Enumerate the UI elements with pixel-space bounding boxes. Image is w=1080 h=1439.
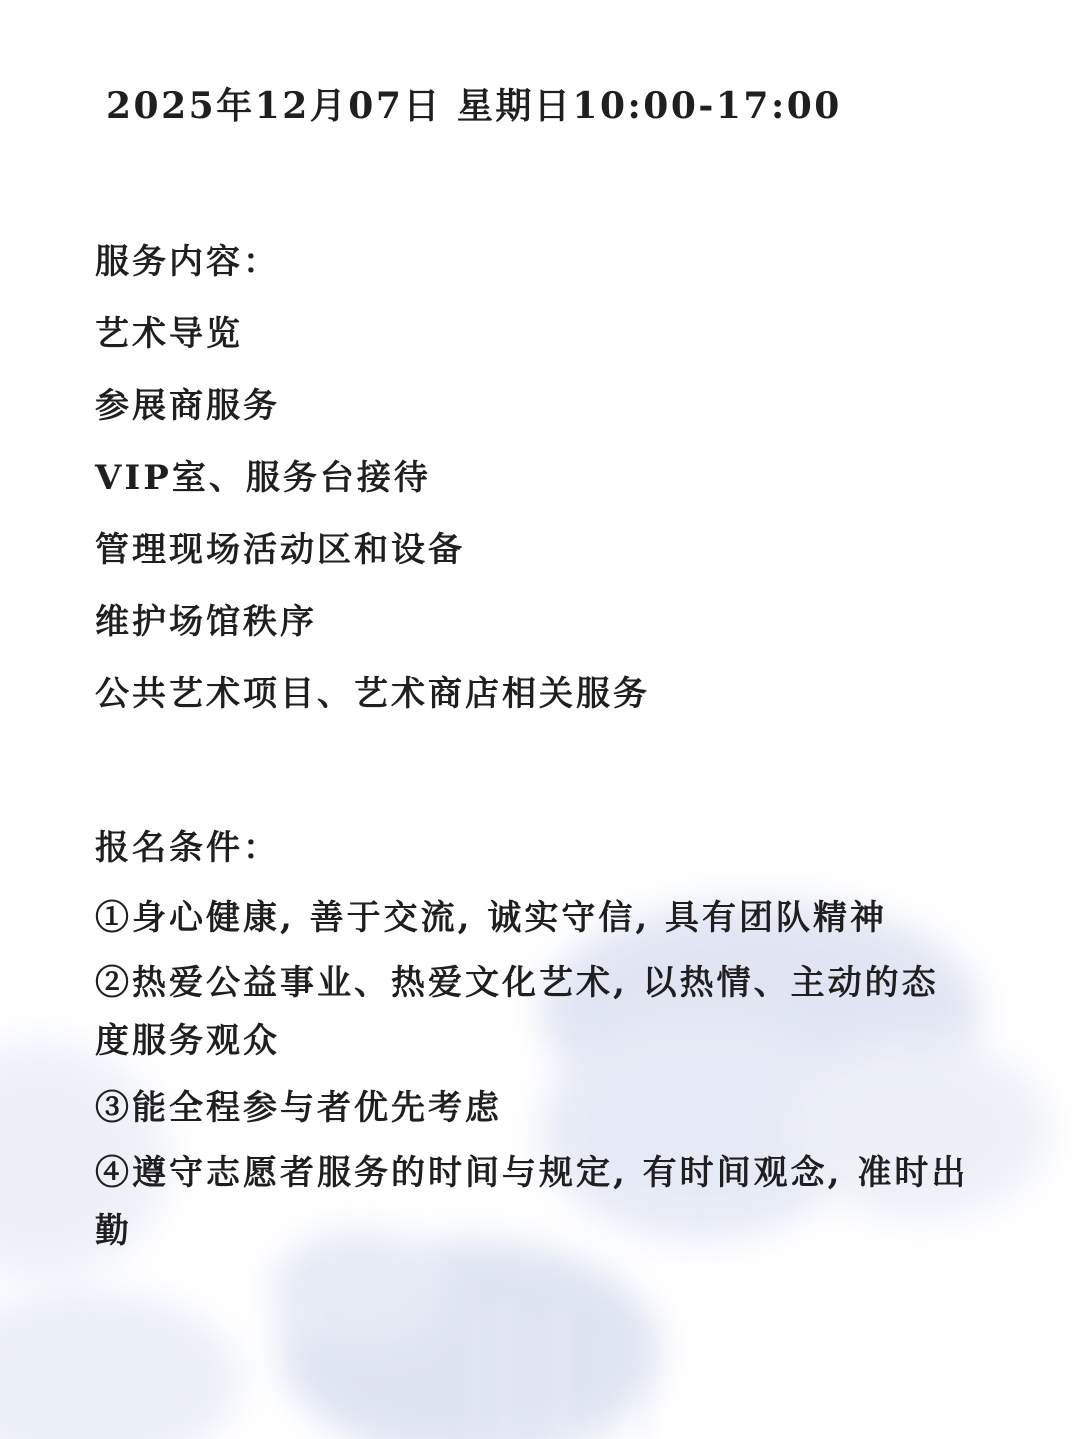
requirements-title: 报名条件： xyxy=(95,828,280,868)
requirement-item-1: ①身心健康, 善于交流, 诚实守信, 具有团队精神 xyxy=(95,898,888,938)
requirement-item-3: ③能全程参与者优先考虑 xyxy=(95,1088,502,1128)
requirement-item-4: ④遵守志愿者服务的时间与规定, 有时间观念, 准时出勤 xyxy=(95,1153,969,1251)
requirement-item-2: ②热爱公益事业、热爱文化艺术, 以热情、主动的态度服务观众 xyxy=(95,963,939,1061)
services-section xyxy=(95,240,995,716)
service-item-exhibitor: 参展商服务 xyxy=(95,386,280,426)
service-item-art-tour: 艺术导览 xyxy=(95,314,243,354)
service-item-public-art: 公共艺术项目、艺术商店相关服务 xyxy=(95,674,650,714)
service-item-venue-equipment: 管理现场活动区和设备 xyxy=(95,530,465,570)
service-item-vip-reception: VIP室、服务台接待 xyxy=(95,458,431,498)
service-item-venue-order: 维护场馆秩序 xyxy=(95,602,317,642)
requirements-section xyxy=(95,826,995,1260)
services-title: 服务内容： xyxy=(95,242,280,282)
event-date-time: 2025年12月07日 星期日10:00-17:00 xyxy=(106,85,842,127)
